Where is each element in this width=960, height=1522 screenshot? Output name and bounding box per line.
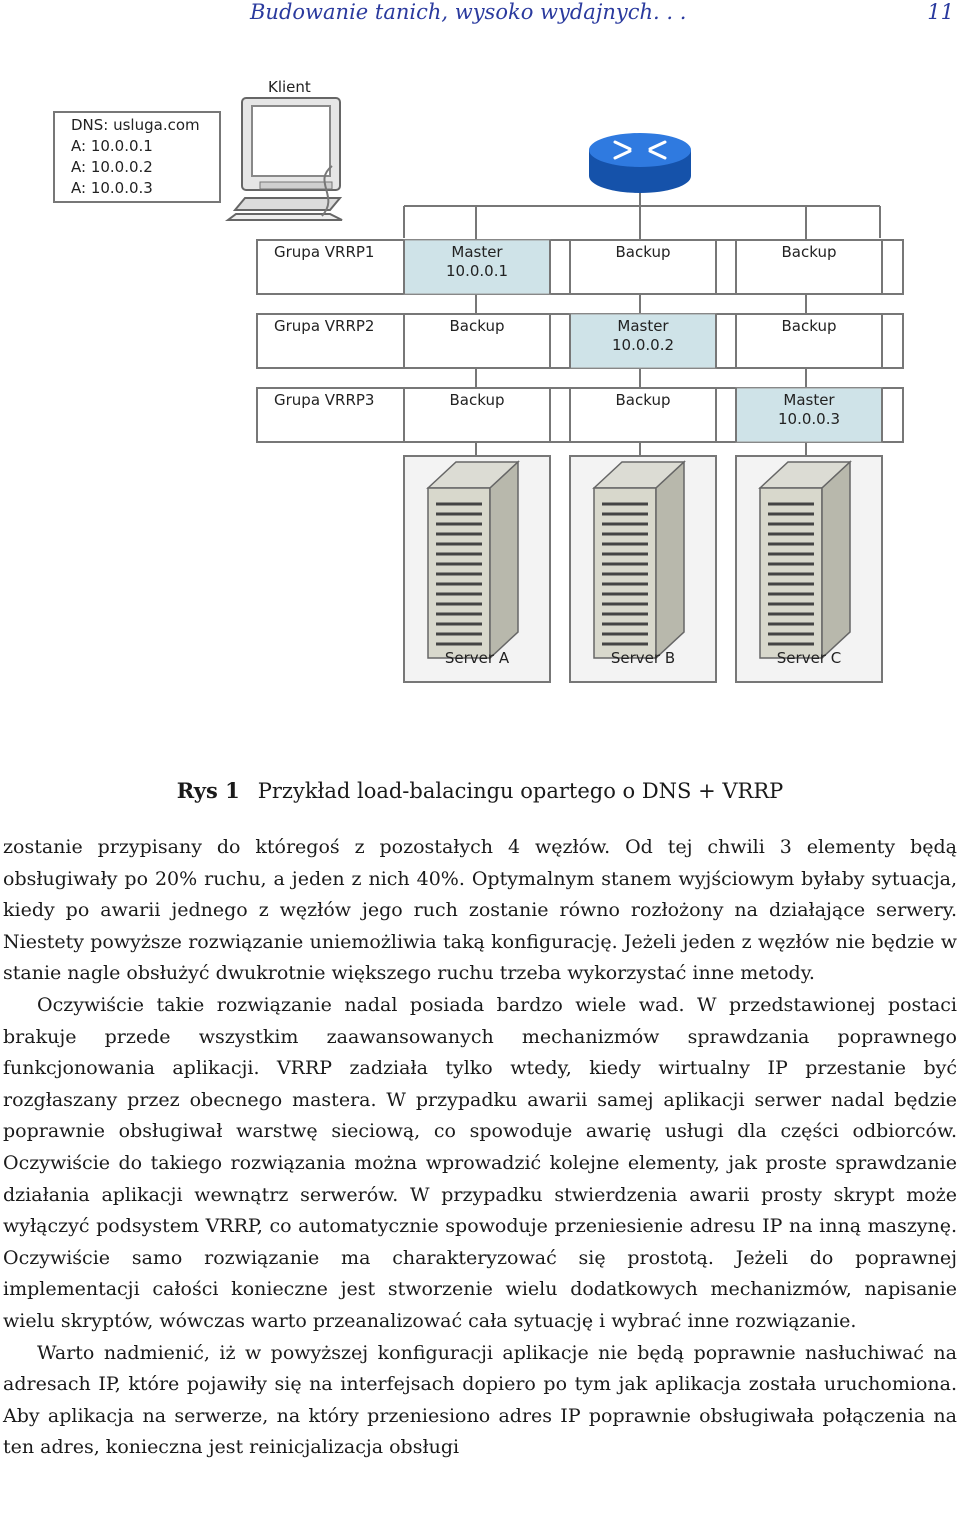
- client-label: Klient: [268, 78, 311, 96]
- group-cell-role: Master: [783, 391, 835, 409]
- router-icon: [589, 133, 691, 193]
- server-label: Server B: [610, 649, 676, 667]
- body-text: [3, 832, 957, 1464]
- server-label: Server C: [776, 649, 842, 667]
- vrrp-diagram: [40, 70, 920, 700]
- group-cell-role: Master: [617, 317, 669, 335]
- dns-record-line: A: 10.0.0.3: [71, 179, 153, 197]
- dns-record-line: A: 10.0.0.2: [71, 158, 153, 176]
- diagram-graphics: [40, 70, 920, 700]
- group-cell-role: Backup: [615, 391, 671, 409]
- caption-text: Przykład load-balacingu opartego o DNS + VRRP: [257, 779, 784, 803]
- group-cell-role: Backup: [449, 317, 505, 335]
- paragraph: zostanie przypisany do któregoś z pozostałych 4 węzłów. Od tej chwili 3 elementy będą obsługiwały po 20% ruchu, a jeden z nich 40%. Optymalnym stanem wyjściowym byłaby sytuacja, kiedy po awarii jednego z węzłów jego ruch zostanie równo rozłożony na działające serwery. Niestety powyższe rozwiązanie uniemożliwia taką konfigurację. Jeżeli jeden z węzłów nie będzie w stanie nagle obsłużyć dwukrotnie większego ruchu trzeba wykorzystać inne metody.: [3, 836, 957, 985]
- group-label: Grupa VRRP3: [274, 391, 375, 409]
- running-title: Budowanie tanich, wysoko wydajnych. . .: [250, 0, 687, 24]
- dns-record-line: A: 10.0.0.1: [71, 137, 153, 155]
- server-tower-icon: [428, 462, 850, 658]
- server-label: Server A: [444, 649, 510, 667]
- group-label: Grupa VRRP1: [274, 243, 375, 261]
- group-cell-ip: 10.0.0.1: [445, 262, 509, 280]
- dns-record-line: DNS: usluga.com: [71, 116, 200, 134]
- monitor-icon: [228, 98, 342, 220]
- group-label: Grupa VRRP2: [274, 317, 375, 335]
- caption-label: Rys 1: [176, 778, 240, 803]
- group-cell-role: Master: [451, 243, 503, 261]
- group-cell-role: Backup: [615, 243, 671, 261]
- group-cell-ip: 10.0.0.3: [777, 410, 841, 428]
- group-cell-role: Backup: [449, 391, 505, 409]
- paragraph: Oczywiście takie rozwiązanie nadal posiada bardzo wiele wad. W przedstawionej postaci brakuje przede wszystkim zaawansowanych mechanizmów sprawdzania poprawnego funkcjonowania aplikacji. VRRP zadziała tylko wtedy, kiedy wirtualny IP przestanie być rozgłaszany przez obecnego mastera. W przypadku awarii samej aplikacji serwer nadal będzie poprawnie obsługiwał warstwę sieciową, co spowoduje awarię usługi dla części odbiorców. Oczywiście do takiego rozwiązania można wprowadzić kolejne elementy, jak proste sprawdzanie działania aplikacji wewnątrz serwerów. W przypadku stwierdzenia awarii prosty skrypt może wyłączyć podsystem VRRP, co automatycznie spowoduje przeniesienie adresu IP na inną maszynę. Oczywiście samo rozwiązanie ma charakteryzować się prostotą. Jeżeli do poprawnej implementacji całości konieczne jest stworzenie wielu dodatkowych mechanizmów, napisanie wielu skryptów, wówczas warto przeanalizować cała sytuację i wybrać inne rozwiązanie.: [3, 993, 957, 1332]
- page-number: 11: [927, 0, 954, 24]
- group-cell-ip: 10.0.0.2: [611, 336, 675, 354]
- figure-caption: [0, 778, 960, 803]
- page-header: [0, 0, 960, 30]
- paragraph: Warto nadmienić, iż w powyższej konfiguracji aplikacje nie będą poprawnie nasłuchiwać na adresach IP, które pojawiły się na interfejsach dopiero po tym jak aplikacja została uruchomiona. Aby aplikacja na serwerze, na który przeniesiono adres IP poprawnie obsługiwała połączenia na ten adres, konieczna jest reinicjalizacja obsługi: [3, 1341, 957, 1459]
- group-cell-role: Backup: [781, 317, 837, 335]
- group-cell-role: Backup: [781, 243, 837, 261]
